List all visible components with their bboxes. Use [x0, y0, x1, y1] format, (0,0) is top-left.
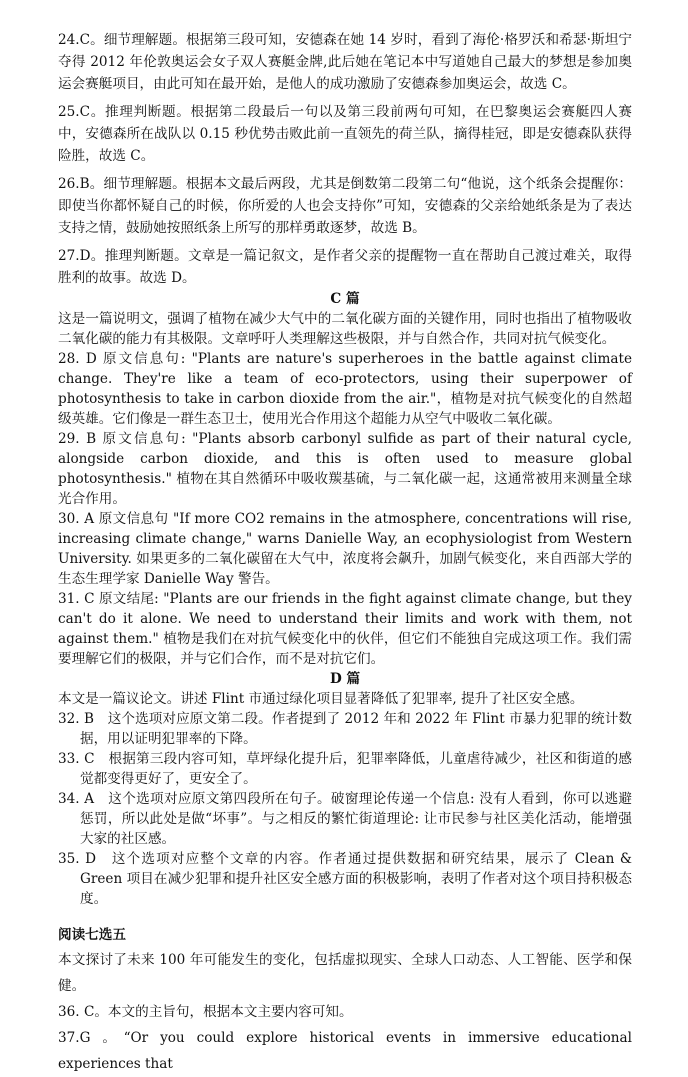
- section-c: [58, 289, 632, 669]
- section-ab-answers: [58, 29, 632, 289]
- answer-27: 27.D。推理判断题。文章是一篇记叙文，是作者父亲的提醒物一直在帮助自己渡过难关，取得胜利的故事。故选 D。: [58, 248, 632, 286]
- answer-33: 33. C 根据第三段内容可知，草坪绿化提升后，犯罪率降低，儿童虐待减少，社区和街道的感觉都变得更好了，更安全了。: [58, 751, 632, 787]
- answer-key-document: [58, 29, 632, 1077]
- section-d: [58, 669, 632, 909]
- answer-24: 24.C。细节理解题。根据第三段可知，安德森在她 14 岁时，看到了海伦·格罗沃和希瑟·斯坦宁夺得 2012 年伦敦奥运会女子双人赛艇金牌,此后她在笔记本中写道她自己最大的梦想是参加奥运会赛艇项目，由此可知在最开始，是他人的成功激励了安德森参加奥运会，故选 C。: [58, 32, 632, 92]
- section-d-summary: 本文是一篇议论文。讲述 Flint 市通过绿化项目显著降低了犯罪率, 提升了社区安全感。: [58, 691, 584, 707]
- section-seven-title: 阅读七选五: [58, 927, 126, 943]
- section-c-summary: 这是一篇说明文，强调了植物在减少大气中的二氧化碳方面的关键作用，同时也指出了植物吸收二氧化碳的能力有其极限。文章呼吁人类理解这些极限，并与自然合作，共同对抗气候变化。: [58, 311, 632, 347]
- answer-28: 28. D 原文信息句: "Plants are nature's superheroes in the battle against climate change. They're like a team of eco-protectors, using their superpower of photosynthesis to take in carbon dioxide from the air."，植物是对抗气候变化的自然超级英雄。它们像是一群生态卫士，使用光合作用这个超能力从空气中吸收二氧化碳。: [58, 351, 632, 427]
- section-seven-summary: 本文探讨了未来 100 年可能发生的变化，包括虚拟现实、全球人口动态、人工智能、医学和保健。: [58, 952, 632, 994]
- answer-25: 25.C。推理判断题。根据第二段最后一句以及第三段前两句可知，在巴黎奥运会赛艇四人赛中，安德森所在战队以 0.15 秒优势击败此前一直领先的荷兰队，摘得桂冠，即是安德森队获得险胜，故选 C。: [58, 104, 632, 164]
- answer-37: 37.G 。“Or you could explore historical events in immersive educational experiences that: [58, 1030, 632, 1072]
- answer-30: 30. A 原文信息句 "If more CO2 remains in the atmosphere, concentrations will rise, increasing climate change," warns Danielle Way, an ecophysiologist from Western University. 如果更多的二氧化碳留在大气中，浓度将会飙升，加剧气候变化，来自西部大学的生态生理学家 Danielle Way 警告。: [58, 511, 632, 587]
- section-c-heading: C 篇: [330, 291, 360, 307]
- answer-29: 29. B 原文信息句: "Plants absorb carbonyl sulfide as part of their natural cycle, alongside carbon dioxide, and this is often used to measure global photosynthesis." 植物在其自然循环中吸收羰基硫，与二氧化碳一起，这通常被用来测量全球光合作用。: [58, 431, 632, 507]
- answer-32: 32. B 这个选项对应原文第二段。作者提到了 2012 年和 2022 年 Flint 市暴力犯罪的统计数据，用以证明犯罪率的下降。: [58, 711, 632, 747]
- section-d-heading: D 篇: [329, 671, 361, 687]
- answer-34: 34. A 这个选项对应原文第四段所在句子。破窗理论传递一个信息: 没有人看到，你可以逃避惩罚，所以此处是做“坏事”。与之相反的繁忙街道理论: 让市民参与社区美化活动，能增强大家的社区感。: [58, 791, 632, 847]
- answer-35: 35. D 这个选项对应整个文章的内容。作者通过提供数据和研究结果，展示了 Clean & Green 项目在减少犯罪和提升社区安全感方面的积极影响，表明了作者对这个项目持积极态度。: [58, 851, 632, 907]
- section-seven-choose-five: [58, 923, 632, 1077]
- answer-36: 36. C。本文的主旨句，根据本文主要内容可知。: [58, 1004, 353, 1020]
- answer-31: 31. C 原文结尾: "Plants are our friends in the fight against climate change, but they can't do it alone. We need to understand their limits and work with them, not against them." 植物是我们在对抗气候变化中的伙伴，但它们不能独自完成这项工作。我们需要理解它们的极限，并与它们合作，而不是对抗它们。: [58, 591, 632, 667]
- answer-26: 26.B。细节理解题。根据本文最后两段，尤其是倒数第二段第二句“他说，这个纸条会提醒你：即使当你都怀疑自己的时候，你所爱的人也会支持你”可知，安德森的父亲给她纸条是为了表达支持之情，鼓励她按照纸条上所写的那样勇敢逐梦，故选 B。: [58, 176, 632, 236]
